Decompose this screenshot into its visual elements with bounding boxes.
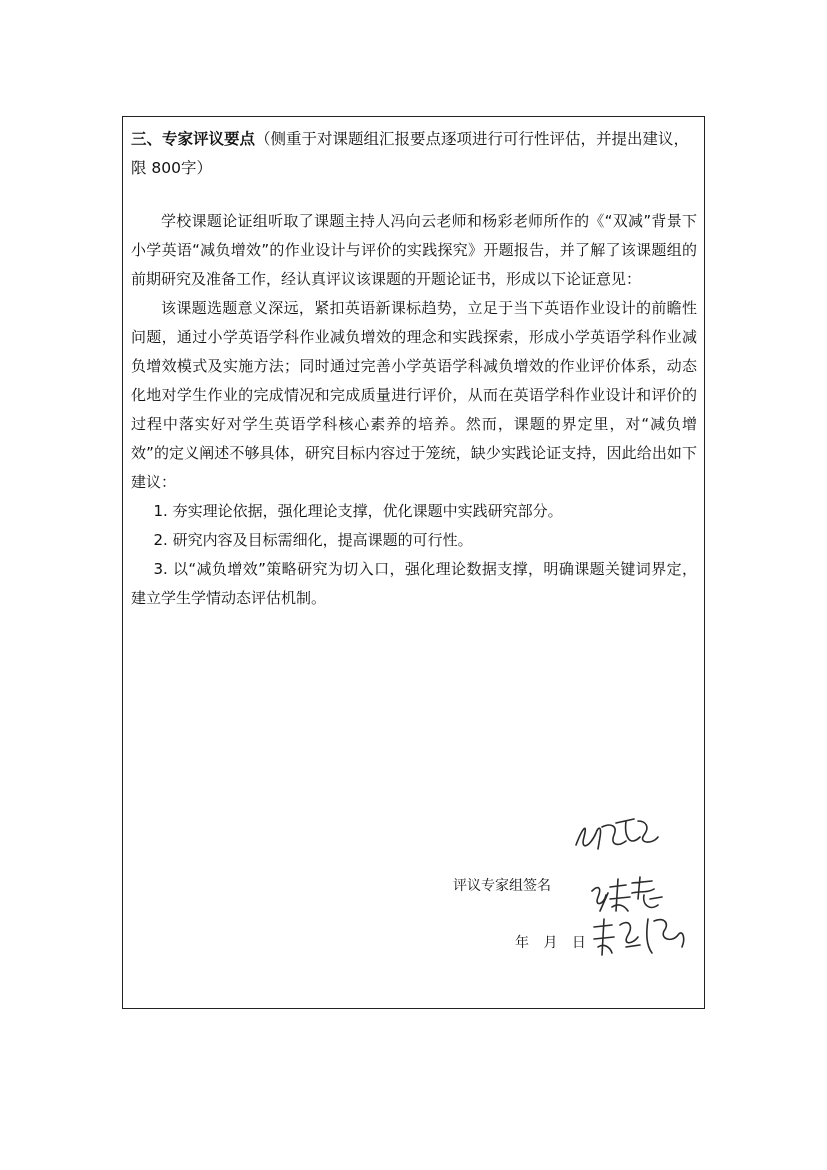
signature-label: 评议专家组签名 <box>453 878 551 894</box>
review-body <box>131 207 697 613</box>
suggestion-item: 1. 夯实理论依据，强化理论支撑，优化课题中实践研究部分。 <box>153 502 563 520</box>
section-instruction: （侧重于对课题组汇报要点逐项进行可行性评估，并提出建议，限 800字） <box>131 130 690 177</box>
suggestion-item: 3. 以“减负增效”策略研究为切入口，强化理论数据支撑，明确课题关键词界定，建立学生学情动态评估机制。 <box>131 560 697 607</box>
date-label: 年 月 日 <box>515 935 586 951</box>
review-paragraph: 学校课题论证组听取了课题主持人冯向云老师和杨彩老师所作的《“双减”背景下小学英语“减负增效”的作业设计与评价的实践探究》开题报告，并了解了该课题组的前期研究及准备工作，经认真评议该课题的开题论证书，形成以下论证意见： <box>131 212 697 288</box>
review-paragraph: 该课题选题意义深远，紧扣英语新课标趋势，立足于当下英语作业设计的前瞻性问题，通过小学英语学科作业减负增效的理念和实践探索，形成小学英语学科作业减负增效模式及实施方法；同时通过完善小学英语学科减负增效的作业评价体系，动态化地对学生作业的完成情况和完成质量进行评价，从而在英语学科作业设计和评价的过程中落实好对学生英语学科核心素养的培养。然而，课题的界定里，对“减负增效”的定义阐述不够具体，研究目标内容过于笼统，缺少实践论证支持，因此给出如下建议： <box>131 299 697 491</box>
section-heading <box>131 125 697 183</box>
expert-review-form <box>122 116 705 1009</box>
section-title: 三、专家评议要点 <box>131 130 256 148</box>
suggestion-item: 2. 研究内容及目标需细化，提高课题的可行性。 <box>153 531 473 549</box>
handwritten-signatures <box>568 807 698 962</box>
